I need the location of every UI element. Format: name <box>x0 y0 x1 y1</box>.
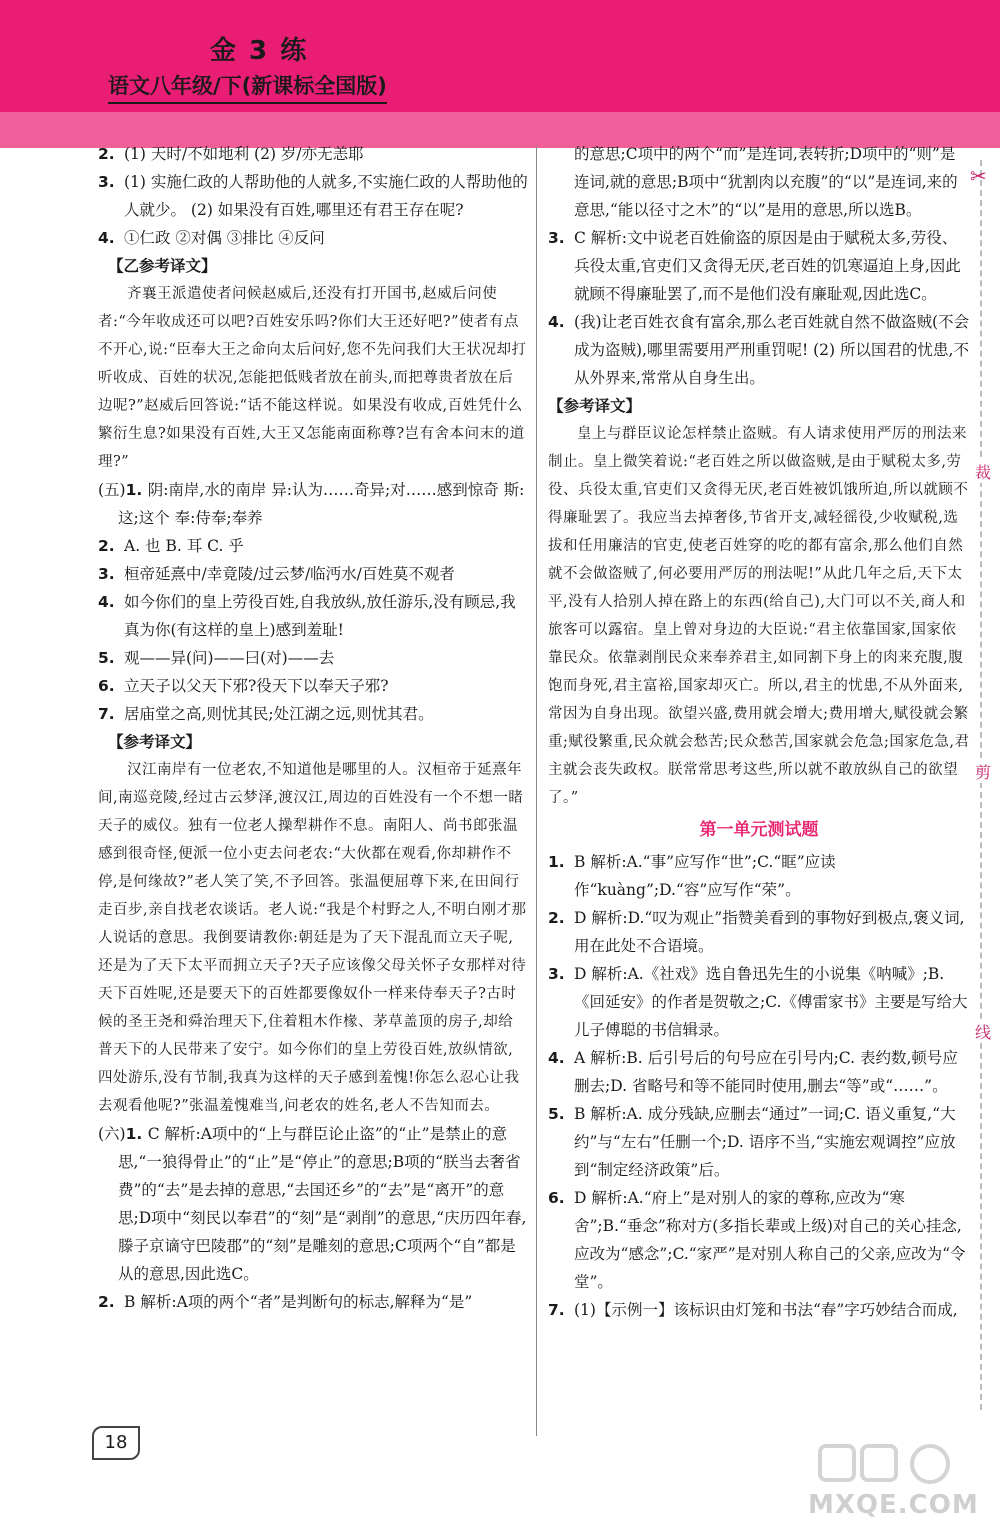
yi-translation-text: 齐襄王派遣使者问候赵威后,还没有打开国书,赵威后问使者:“今年收成还可以吧?百姓安乐吗?你们大王还好吧?”使者有点不开心,说:“臣奉大王之命向太后问好,您不先问我们大王状况却打听收成、百姓的状况,怎能把低贱者放在前头,而把尊贵者放在后边呢?”赵威后回答说:“话不能这样说。如果没有收成,百姓凭什么繁衍生息?如果没有百姓,大王又怎能南面称尊?岂有舍本问末的道理?” <box>98 286 527 470</box>
section-5-answer-4: 4. 如今你们的皇上劳役百姓,自我放纵,放任游乐,没有顾忌,我真为你(有这样的皇上)感到羞耻! <box>98 593 516 639</box>
column-divider <box>536 146 537 1436</box>
right-column <box>548 140 970 1324</box>
unit-test-title: 第一单元测试题 <box>699 820 819 840</box>
unit-answer-7: 7. (1)【示例一】该标识由灯笼和书法“春”字巧妙结合而成, <box>548 1301 958 1319</box>
unit-answer-3: 3. D 解析:A.《社戏》选自鲁迅先生的小说集《呐喊》;B.《回延安》的作者是贺敬之;C.《傅雷家书》主要是写给大儿子傅聪的书信辑录。 <box>548 965 968 1039</box>
watermark-text: MXQE.COM <box>808 1490 979 1520</box>
yi-translation-label: 【乙参考译文】 <box>108 257 217 275</box>
section-5-answer-3: 3. 桓帝延熹中/幸竟陵/过云梦/临沔水/百姓莫不观者 <box>98 565 455 583</box>
book-subtitle: 语文八年级/下(新课标全国版) <box>108 70 387 104</box>
ref-translation-text: 汉江南岸有一位老农,不知道他是哪里的人。汉桓帝于延熹年间,南巡竞陵,经过古云梦泽,渡汉江,周边的百姓没有一个不想一睹天子的威仪。独有一位老人操犁耕作不息。南阳人、尚书郎张温感到很奇怪,便派一位小吏去问老农:“大伙都在观看,你却耕作不停,是何缘故?”老人笑了笑,不予回答。张温便屈尊下来,在田间行走百步,亲自找老农谈话。老人说:“我是个村野之人,不明白刚才那人说话的意思。我倒要请教你:朝廷是为了天下混乱而立天子呢,还是为了天下太平而拥立天子?天子应该像父母关怀子女那样对待天下百姓呢,还是要天下的百姓都要像奴仆一样来侍奉天子?古时候的圣王尧和舜治理天下,住着粗木作椽、茅草盖顶的房子,却给普天下的人民带来了安宁。如今你们的皇上劳役百姓,放纵情欲,四处游乐,没有节制,我真为这样的天子感到羞愧!你怎么忍心让我去观看他呢?”张温羞愧难当,问老农的姓名,老人不告知而去。 <box>98 762 527 1114</box>
left-column <box>98 140 528 1316</box>
section-6-answer-1: (六)1. C 解析:A项中的“上与群臣论止盗”的“止”是禁止的意思,“一狼得骨止”的“止”是“停止”的意思;B项的“朕当去奢省费”的“去”是去掉的意思,“去国还乡”的“去”是“离开”的意思;D项中“刻民以奉君”的“刻”是“剥削”的意思,“庆历四年春,滕子京谪守巴陵郡”的“刻”是雕刻的意思;C项两个“自”都是从的意思,因此选C。 <box>98 1125 527 1283</box>
section-6-answer-4: 4. (我)让老百姓衣食有富余,那么老百姓就自然不做盗贼(不会成为盗贼),哪里需要用严刑重罚呢! (2) 所以国君的忧患,不从外界来,常常从自身生出。 <box>548 313 970 387</box>
cut-line <box>980 160 982 1410</box>
section-5-answer-6: 6. 立天子以父天下邪?役天下以奉天子邪? <box>98 677 389 695</box>
page-number: 18 <box>92 1426 140 1460</box>
unit-answer-2: 2. D 解析:D.“叹为观止”指赞美看到的事物好到极点,褒义词,用在此处不合语境。 <box>548 909 965 955</box>
ref-translation-label: 【参考译文】 <box>108 733 202 751</box>
cut-label-jian: 剪 <box>972 760 994 783</box>
page-header <box>0 0 1000 148</box>
unit-answer-4: 4. A 解析:B. 后引号后的句号应在引号内;C. 表约数,顿号应删去;D. 省略号和等不能同时使用,删去“等”或“……”。 <box>548 1049 958 1095</box>
scissors-icon: ✂ <box>970 164 987 188</box>
section-5-answer-5: 5. 观——异(问)——曰(对)——去 <box>98 649 335 667</box>
unit-answer-5: 5. B 解析:A. 成分残缺,应删去“通过”一词;C. 语义重复,“大约”与“左右”任删一个;D. 语序不当,“实施宏观调控”应放到“制定经济政策”后。 <box>548 1105 956 1179</box>
section-6-answer-3: 3. C 解析:文中说老百姓偷盗的原因是由于赋税太多,劳役、兵役太重,官吏们又贪得无厌,老百姓的饥寒逼迫上身,因此就顾不得廉耻罢了,而不是他们没有廉耻观,因此选C。 <box>548 229 961 303</box>
section-6-answer-2-cont: 的意思;C项中的两个“而”是连词,表转折;D项中的“则”是连词,就的意思;B项中“犹割肉以充腹”的“以”是连词,来的意思,“能以径寸之木”的“以”是用的意思,所以选B。 <box>574 145 958 219</box>
section-5-answer-7: 7. 居庙堂之高,则忧其民;处江湖之远,则忧其君。 <box>98 705 434 723</box>
cut-label-xian: 线 <box>972 1020 994 1043</box>
section-5-answer-2: 2. A. 也 B. 耳 C. 乎 <box>98 537 244 555</box>
answer-3: 3. (1) 实施仁政的人帮助他的人就多,不实施仁政的人帮助他的人就少。 (2) 如果没有百姓,哪里还有君王存在呢? <box>98 173 528 219</box>
unit-answer-1: 1. B 解析:A.“事”应写作“世”;C.“眶”应读作“kuàng”;D.“容”应写作“荣”。 <box>548 853 836 899</box>
section-6-answer-2: 2. B 解析:A项的两个“者”是判断句的标志,解释为“是” <box>98 1293 473 1311</box>
ref-translation-text-2: 皇上与群臣议论怎样禁止盗贼。有人请求使用严厉的刑法来制止。皇上微笑着说:“老百姓之所以做盗贼,是由于赋税太多,劳役、兵役太重,官吏们又贪得无厌,老百姓被饥饿所迫,所以就顾不得廉耻罢了。我应当去掉奢侈,节省开支,减轻徭役,少收赋税,选拔和任用廉洁的官吏,使老百姓穿的吃的都有富余,那么他们自然就不会做盗贼了,何必要用严厉的刑法呢!”从此几年之后,天下太平,没有人拾别人掉在路上的东西(给自己),大门可以不关,商人和旅客可以露宿。皇上曾对身边的大臣说:“君主依靠国家,国家依靠民众。依靠剥削民众来奉养君主,如同割下身上的肉来充腹,腹饱而身死,君主富裕,国家却灭亡。所以,君主的忧患,不从外面来,常因为自身出现。欲望兴盛,费用就会增大;费用增大,赋役就会繁重;赋役繁重,民众就会愁苦;民众愁苦,国家就会危急;国家危急,君主就会丧失政权。朕常常思考这些,所以就不敢放纵自己的欲望了。” <box>548 426 970 806</box>
cut-label-cai: 裁 <box>972 460 994 483</box>
brand-title: 金 3 练 <box>210 36 309 66</box>
answer-2: 2. (1) 天时/不如地利 (2) 岁/亦无恙耶 <box>98 145 364 163</box>
section-5-answer-1: (五)1. 阴:南岸,水的南岸 异:认为……奇异;对……感到惊奇 斯:这;这个 奉:侍奉;奉养 <box>98 481 525 527</box>
ref-translation-label-2: 【参考译文】 <box>548 397 642 415</box>
answer-4: 4. ①仁政 ②对偶 ③排比 ④反问 <box>98 229 325 247</box>
unit-answer-6: 6. D 解析:A.“府上”是对别人的家的尊称,应改为“寒舍”;B.“垂念”称对方(多指长辈或上级)对自己的关心挂念,应改为“感念”;C.“家严”是对别人称自己的父亲,应改为“令堂”。 <box>548 1189 966 1291</box>
